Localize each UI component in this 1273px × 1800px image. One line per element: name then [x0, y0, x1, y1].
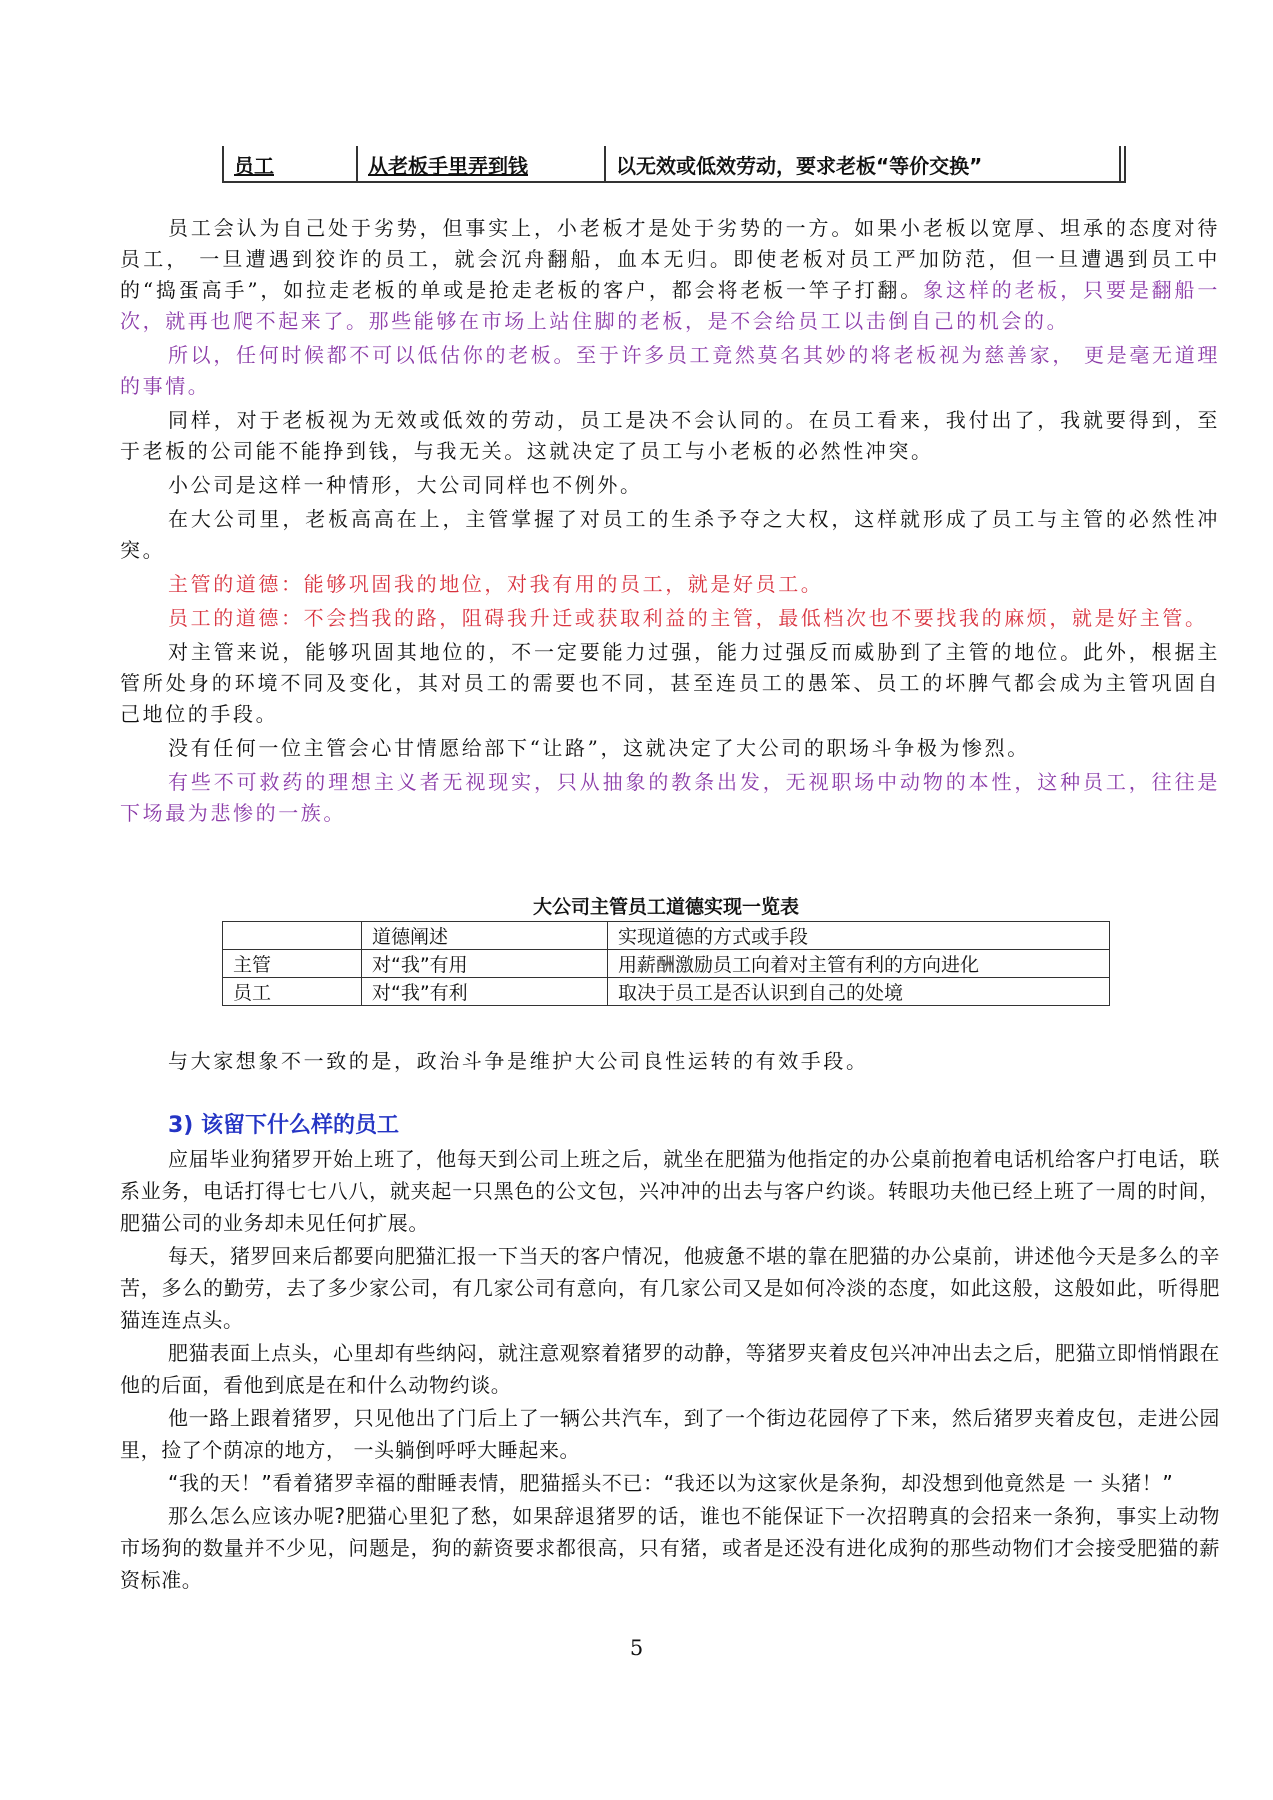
text-run: 同样，对于老板视为无效或低效的劳动，员工是决不会认同的。在员工看来，我付出了，我就要得到，至于老板的公司能不能挣到钱，与我无关。这就决定了员工与小老板的必然性冲突。	[120, 408, 1220, 463]
ethics-table	[222, 921, 1110, 1006]
table-cell: 用薪酬激励员工向着对主管有利的方向进化	[608, 950, 1110, 978]
paragraph: 应届毕业狗猪罗开始上班了，他每天到公司上班之后，就坐在肥猫为他指定的办公桌前抱着电话机给客户打电话，联系业务，电话打得七七八八，就夹起一只黑色的公文包，兴冲冲的出去与客户约谈。转眼功夫他已经上班了一周的时间，肥猫公司的业务却未见任何扩展。	[120, 1147, 1220, 1235]
section-heading: 3) 该留下什么样的员工	[168, 1113, 400, 1138]
table-cell: 对“我”有用	[362, 950, 608, 978]
text-run: 没有任何一位主管会心甘情愿给部下“让路”，这就决定了大公司的职场斗争极为惨烈。	[168, 736, 1030, 760]
text-run: 对主管来说，能够巩固其地位的，不一定要能力过强，能力过强反而威胁到了主管的地位。此外，根据主管所处身的环境不同及变化，其对员工的需要也不同，甚至连员工的愚笨、员工的坏脾气都会成为主管巩固自己地位的手段。	[120, 640, 1220, 726]
paragraph	[120, 637, 1220, 730]
paragraph: 每天，猪罗回来后都要向肥猫汇报一下当天的客户情况，他疲惫不堪的靠在肥猫的办公桌前，讲述他今天是多么的辛苦，多么的勤劳，去了多少家公司，有几家公司有意向，有几家公司又是如何冷淡的态度，如此这般，这般如此，听得肥猫连连点头。	[120, 1244, 1220, 1332]
top-table-fragment	[222, 146, 1126, 183]
table-cell: 取决于员工是否认识到自己的处境	[608, 978, 1110, 1006]
text-run: 所以，任何时候都不可以低估你的老板。至于许多员工竟然莫名其妙的将老板视为慈善家， 更是毫无道理的事情。	[120, 343, 1220, 398]
table-header-cell	[223, 922, 362, 950]
page-number: 5	[629, 1636, 644, 1660]
table-cell: 以无效或低效劳动，要求老板“等价交换”	[605, 146, 1120, 182]
text-run: 象这样的老板，只要是翻船一次，就再也爬不起来了。那些能够在市场上站住脚的老板，是不会给员工以击倒自己的机会的。	[120, 278, 1220, 333]
table-row	[223, 950, 1110, 978]
table-header-cell: 道德阐述	[362, 922, 608, 950]
text-run: 主管的道德：能够巩固我的地位，对我有用的员工，就是好员工。	[168, 572, 824, 596]
table-header-row	[223, 922, 1110, 950]
table-row	[223, 146, 1125, 182]
paragraph: “我的天！”看着猪罗幸福的酣睡表情，肥猫摇头不已：“我还以为这家伙是条狗，却没想到他竟然是 一 头猪！”	[168, 1471, 1174, 1495]
paragraph	[120, 603, 1220, 634]
body-text-lower	[120, 1143, 1220, 1597]
paragraph	[120, 340, 1220, 402]
paragraph	[120, 213, 1220, 337]
paragraph	[120, 504, 1220, 566]
table-cell: 主管	[223, 950, 362, 978]
text-run: 有些不可救药的理想主义者无视现实，只从抽象的教条出发，无视职场中动物的本性，这种员工，往往是下场最为悲惨的一族。	[120, 770, 1220, 825]
table-cell: 从老板手里弄到钱	[357, 146, 605, 182]
table-cell: 员工	[223, 146, 357, 182]
after-table-paragraph: 与大家想象不一致的是，政治斗争是维护大公司良性运转的有效手段。	[168, 1049, 869, 1073]
paragraph	[120, 569, 1220, 600]
paragraph: 那么怎么应该办呢?肥猫心里犯了愁，如果辞退猪罗的话，谁也不能保证下一次招聘真的会招来一条狗，事实上动物市场狗的数量并不少见，问题是，狗的薪资要求都很高，只有猪，或者是还没有进化成狗的那些动物们才会接受肥猫的薪资标准。	[120, 1504, 1220, 1592]
table-row	[223, 978, 1110, 1006]
table-caption: 大公司主管员工道德实现一览表	[532, 896, 799, 918]
paragraph	[120, 470, 1220, 501]
table-cell: 员工	[223, 978, 362, 1006]
table-header-cell: 实现道德的方式或手段	[608, 922, 1110, 950]
body-text-upper	[120, 213, 1220, 832]
text-run: 在大公司里，老板高高在上，主管掌握了对员工的生杀予夺之大权，这样就形成了员工与主管的必然性冲突。	[120, 507, 1220, 562]
paragraph	[120, 405, 1220, 467]
table-cell-edge	[1120, 146, 1125, 182]
table-cell: 对“我”有利	[362, 978, 608, 1006]
paragraph	[120, 733, 1220, 764]
text-run: 员工的道德：不会挡我的路，阻碍我升迁或获取利益的主管，最低档次也不要找我的麻烦，就是好主管。	[168, 606, 1208, 630]
paragraph	[120, 767, 1220, 829]
paragraph: 肥猫表面上点头，心里却有些纳闷，就注意观察着猪罗的动静，等猪罗夹着皮包兴冲冲出去之后，肥猫立即悄悄跟在他的后面，看他到底是在和什么动物约谈。	[120, 1341, 1220, 1397]
text-run: 员工会认为自己处于劣势，但事实上，小老板才是处于劣势的一方。如果小老板以宽厚、坦承的态度对待员工， 一旦遭遇到狡诈的员工，就会沉舟翻船，血本无归。即使老板对员工严加防范，但一旦遭遇到员工中的“捣蛋高手”，如拉走老板的单或是抢走老板的客户，都会将老板一竿子打翻。	[120, 216, 1220, 302]
paragraph: 他一路上跟着猪罗，只见他出了门后上了一辆公共汽车，到了一个街边花园停了下来，然后猪罗夹着皮包，走进公园里，捡了个荫凉的地方， 一头躺倒呼呼大睡起来。	[120, 1406, 1220, 1462]
text-run: 小公司是这样一种情形，大公司同样也不例外。	[168, 473, 643, 497]
